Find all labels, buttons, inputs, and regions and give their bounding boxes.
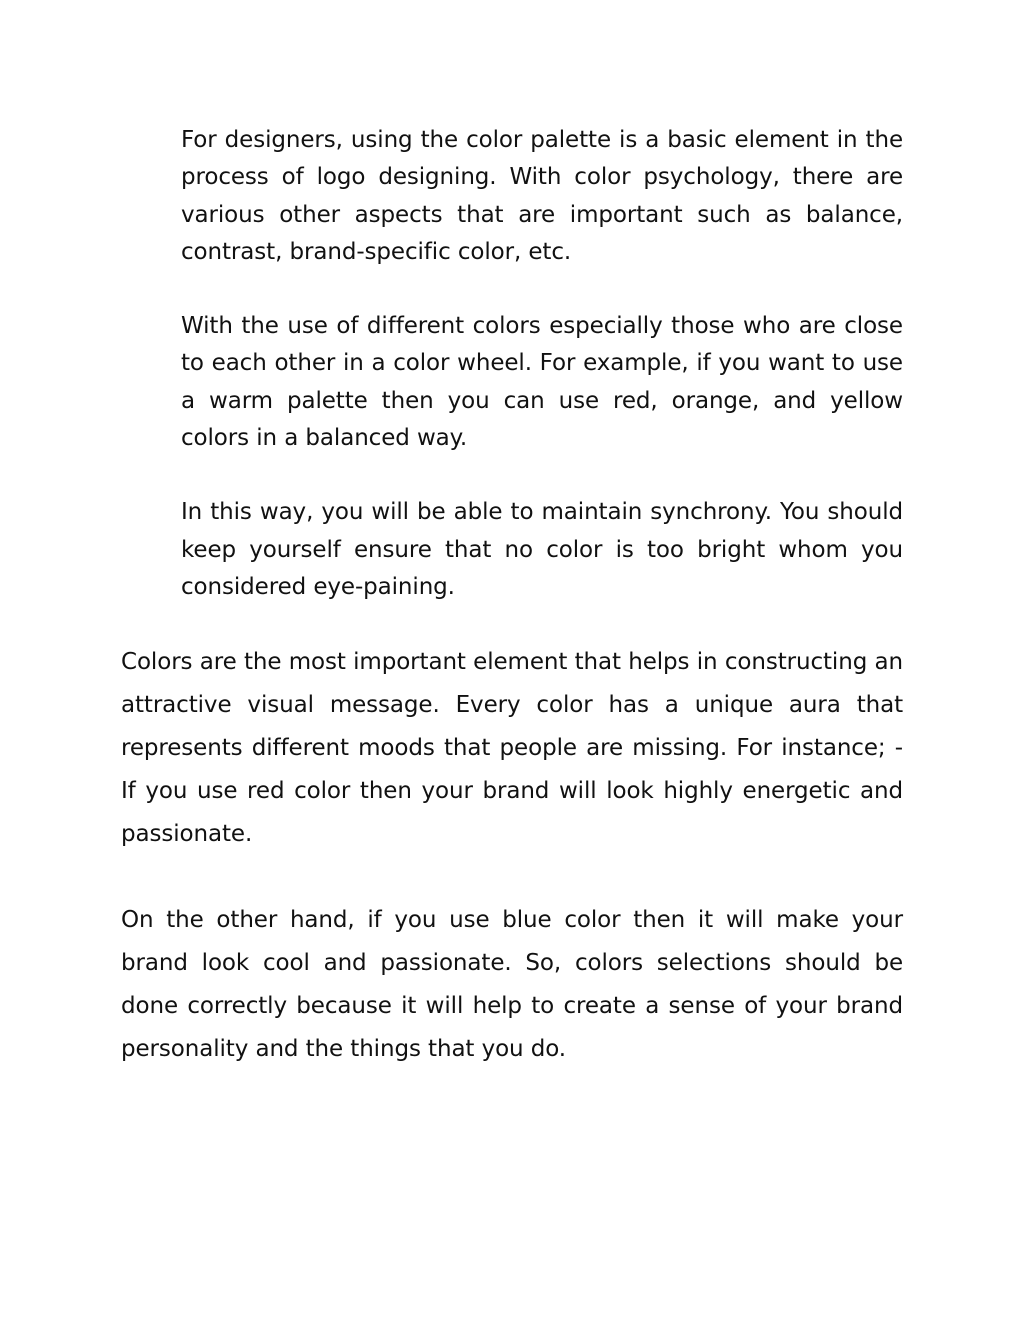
paragraph-synchrony: In this way, you will be able to maintain synchrony. You should keep yourself ensure that no color is too bright whom you considered eye-paining. [181,499,903,600]
paragraph-color-wheel: With the use of different colors especially those who are close to each other in a color wheel. For example, if you want to use a warm palette then you can use red, orange, and yellow colors in a balanced way. [181,313,903,452]
paragraph-colors-importance: Colors are the most important element that helps in constructing an attractive visual message. Every color has a unique aura that represents different moods that people are missing. For instance; - If you use red color then your brand will look highly energetic and passionate. [121,649,903,847]
indented-text-block [181,122,903,643]
body-text-block [121,641,903,1114]
paragraph-color-palette: For designers, using the color palette is a basic element in the process of logo designing. With color psychology, there are various other aspects that are important such as balance, contrast, brand-specific color, etc. [181,127,903,265]
paragraph-blue-color: On the other hand, if you use blue color then it will make your brand look cool and passionate. So, colors selections should be done correctly because it will help to create a sense of your brand personality and the things that you do. [121,907,903,1062]
